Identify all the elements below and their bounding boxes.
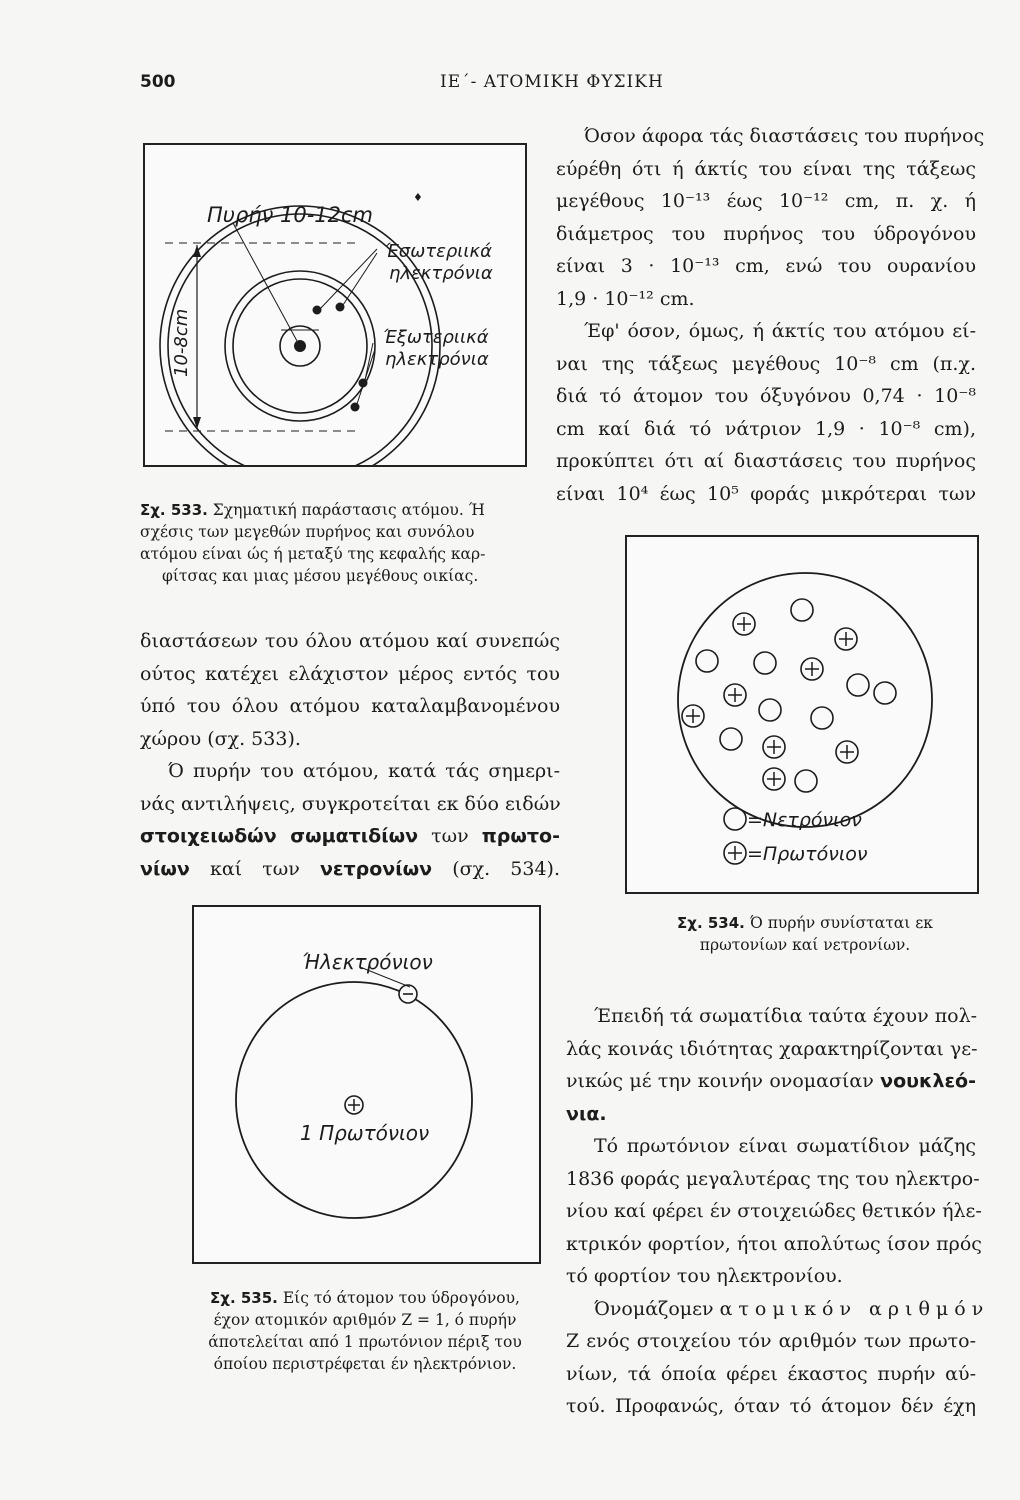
text-line — [566, 1293, 990, 1326]
outer-electron-2 — [351, 403, 360, 412]
proton-legend-label: =Πρωτόνιον — [747, 843, 868, 865]
text-line: νίων, τά όποία φέρει έκαστος πυρήν αύ- — [566, 1362, 976, 1385]
inner-electron-2 — [336, 303, 345, 312]
nucleus — [294, 340, 306, 352]
text-line: Ζ ενός στοιχείου τόν αριθμόν των πρωτο- — [566, 1330, 976, 1352]
caption-535-line: άποτελείται από 1 πρωτόνιον πέριξ του — [208, 1333, 522, 1351]
caption-534-line: Ό πυρήν συνίσταται εκ — [749, 914, 933, 932]
caption-535 — [170, 1287, 560, 1375]
outer-electrons-label-2: ηλεκτρόνια — [385, 349, 489, 370]
neutron-legend-symbol — [724, 808, 746, 830]
text-line: τού. Προφανώς, όταν τό άτομον δέν έχη — [566, 1395, 976, 1417]
text-line: μεγέθους 10⁻¹³ έως 10⁻¹² cm, π. χ. ή — [556, 190, 976, 212]
outer-electrons-label-1: Έξωτεριικά — [383, 327, 489, 348]
term-protons: πρωτο- — [481, 825, 560, 847]
term-atomic-number: ατομικόν αριθμόν — [719, 1297, 990, 1320]
neutron — [720, 728, 742, 750]
neutron-legend-label: =Νετρόνιον — [747, 809, 862, 831]
text-line: προκύπτει ότι αί διαστάσεις του πυρήνος — [556, 450, 976, 472]
figure-535 — [192, 905, 541, 1264]
text-line: χώρου (σχ. 533). — [140, 727, 301, 750]
text-line: λάς κοινάς ιδιότητας χαρακτηρίζονται γε- — [566, 1037, 978, 1060]
text-line: νάς αντιλήψεις, συγκροτείται εκ δύο ειδών — [140, 792, 561, 815]
text-line: Όσον άφορα τάς διαστάσεις του πυρήνος — [584, 125, 985, 147]
text-fragment: των — [418, 825, 482, 847]
text-line: ύπό του όλου ατόμου καταλαμβανομένου — [140, 695, 560, 717]
svg-text:♦: ♦ — [413, 191, 423, 204]
caption-533-number: Σχ. 533. — [140, 501, 208, 519]
caption-535-line: όποίου περιστρέφεται έν ηλεκτρόνιον. — [213, 1355, 517, 1373]
term-protons-end: νίων — [140, 857, 190, 880]
atom-diagram — [145, 145, 525, 465]
proton-label: 1 Πρωτόνιον — [300, 1121, 430, 1145]
term-nucleons: νουκλεό- — [880, 1070, 976, 1092]
text-line: διά τό άτομον του όξυγόνου 0,74 · 10⁻⁸ — [556, 385, 976, 407]
figure-533 — [143, 143, 527, 467]
text-line: διάμετρος του πυρήνος του ύδρογόνου — [556, 222, 976, 245]
inner-electrons-label-1: Έσωτεριικά — [385, 241, 492, 262]
text-line: κτρικόν φορτίον, ήτοι απολύτως ίσον πρός — [566, 1232, 982, 1255]
text-line — [140, 853, 560, 886]
term-nucleons-end: νια. — [566, 1102, 607, 1125]
caption-533-line: σχέσις των μεγεθών πυρήνος και συνόλου — [140, 523, 475, 541]
caption-534 — [640, 912, 970, 956]
neutron — [696, 650, 718, 672]
text-line: τό φορτίον του ηλεκτρονίου. — [566, 1265, 843, 1287]
neutron — [874, 682, 896, 704]
caption-535-line: Είς τό άτομον του ύδρογόνου, — [282, 1289, 520, 1307]
caption-534-line: πρωτονίων καί νετρονίων. — [699, 936, 911, 954]
text-fragment: καί των — [189, 857, 320, 880]
inner-electron-1 — [313, 306, 322, 315]
text-fragment: (σχ. 534). — [432, 857, 560, 880]
page-number: 500 — [140, 72, 176, 92]
caption-535-line: έχον ατομικόν αριθμόν Ζ = 1, ό πυρήν — [213, 1311, 517, 1329]
text-line: 1,9 · 10⁻¹² cm. — [556, 287, 695, 310]
dimension-label: 10-8cm — [171, 308, 192, 377]
text-line — [566, 1098, 976, 1131]
text-line: νίου καί φέρει έν στοιχειώδες θετικόν ήλε- — [566, 1200, 982, 1222]
paragraph-nucleons — [566, 1000, 990, 1423]
paragraph-atom-space — [140, 625, 560, 885]
nucleus-diagram — [627, 537, 977, 892]
running-title: ΙΕ΄- ΑΤΟΜΙΚΗ ΦΥΣΙΚΗ — [440, 72, 664, 92]
text-line: εύρέθη ότι ή άκτίς του είναι της τάξεως — [556, 157, 976, 180]
term-neutrons: νετρονίων — [319, 857, 433, 880]
text-line: Τό πρωτόνιον είναι σωματίδιον μάζης — [594, 1135, 976, 1157]
text-line: διαστάσεων του όλου ατόμου καί συνεπώς — [140, 630, 560, 652]
text-line: ούτος κατέχει ελάχιστον μέρος εντός του — [140, 662, 560, 685]
text-line — [566, 1065, 976, 1098]
text-line: Έπειδή τά σωματίδια ταύτα έχουν πολ- — [594, 1005, 978, 1027]
text-line: 1836 φοράς μεγαλυτέρας της του ηλεκτρο- — [566, 1167, 980, 1190]
text-line — [140, 820, 560, 853]
neutron — [754, 652, 776, 674]
caption-535-number: Σχ. 535. — [210, 1289, 278, 1307]
text-line: Ό πυρήν του ατόμου, κατά τάς σημερι- — [168, 760, 560, 782]
inner-electrons-label-2: ηλεκτρόνια — [389, 263, 493, 284]
term-elementary-particles: στοιχειωδών σωματιδίων — [140, 825, 419, 847]
hydrogen-atom-diagram — [194, 907, 539, 1262]
caption-533-line: φίτσας και μιας μέσου μεγέθους οικίας. — [162, 567, 479, 585]
text-line: Έφ' όσον, όμως, ή άκτίς του ατόμου εί- — [584, 320, 976, 342]
text-fragment: νικώς μέ την κοινήν ονομασίαν — [566, 1070, 881, 1092]
text-line: cm καί διά τό νάτριον 1,9 · 10⁻⁸ cm), — [556, 417, 976, 440]
paragraph-nucleus-dimensions — [556, 120, 985, 510]
text-line: είναι 3 · 10⁻¹³ cm, ενώ του ουρανίου — [556, 255, 976, 277]
text-line: ναι της τάξεως μεγέθους 10⁻⁸ cm (π.χ. — [556, 352, 976, 375]
neutron — [811, 707, 833, 729]
caption-534-number: Σχ. 534. — [677, 914, 745, 932]
neutron — [759, 699, 781, 721]
nucleus-label: Πυρήν 10-12cm — [207, 203, 374, 227]
neutron — [791, 599, 813, 621]
text-fragment: Όνομάζομεν — [594, 1297, 720, 1320]
text-line: είναι 10⁴ έως 10⁵ φοράς μικρότεραι των — [556, 482, 976, 505]
electron-label: Ήλεκτρόνιον — [302, 950, 433, 974]
figure-534 — [625, 535, 979, 894]
caption-533-line: Σχηματική παράστασις ατόμου. Ή — [212, 501, 485, 519]
neutron — [795, 770, 817, 792]
neutron — [847, 674, 869, 696]
caption-533 — [140, 499, 530, 587]
caption-533-line: ατόμου είναι ώς ή μεταξύ της κεφαλής καρ- — [140, 545, 486, 563]
